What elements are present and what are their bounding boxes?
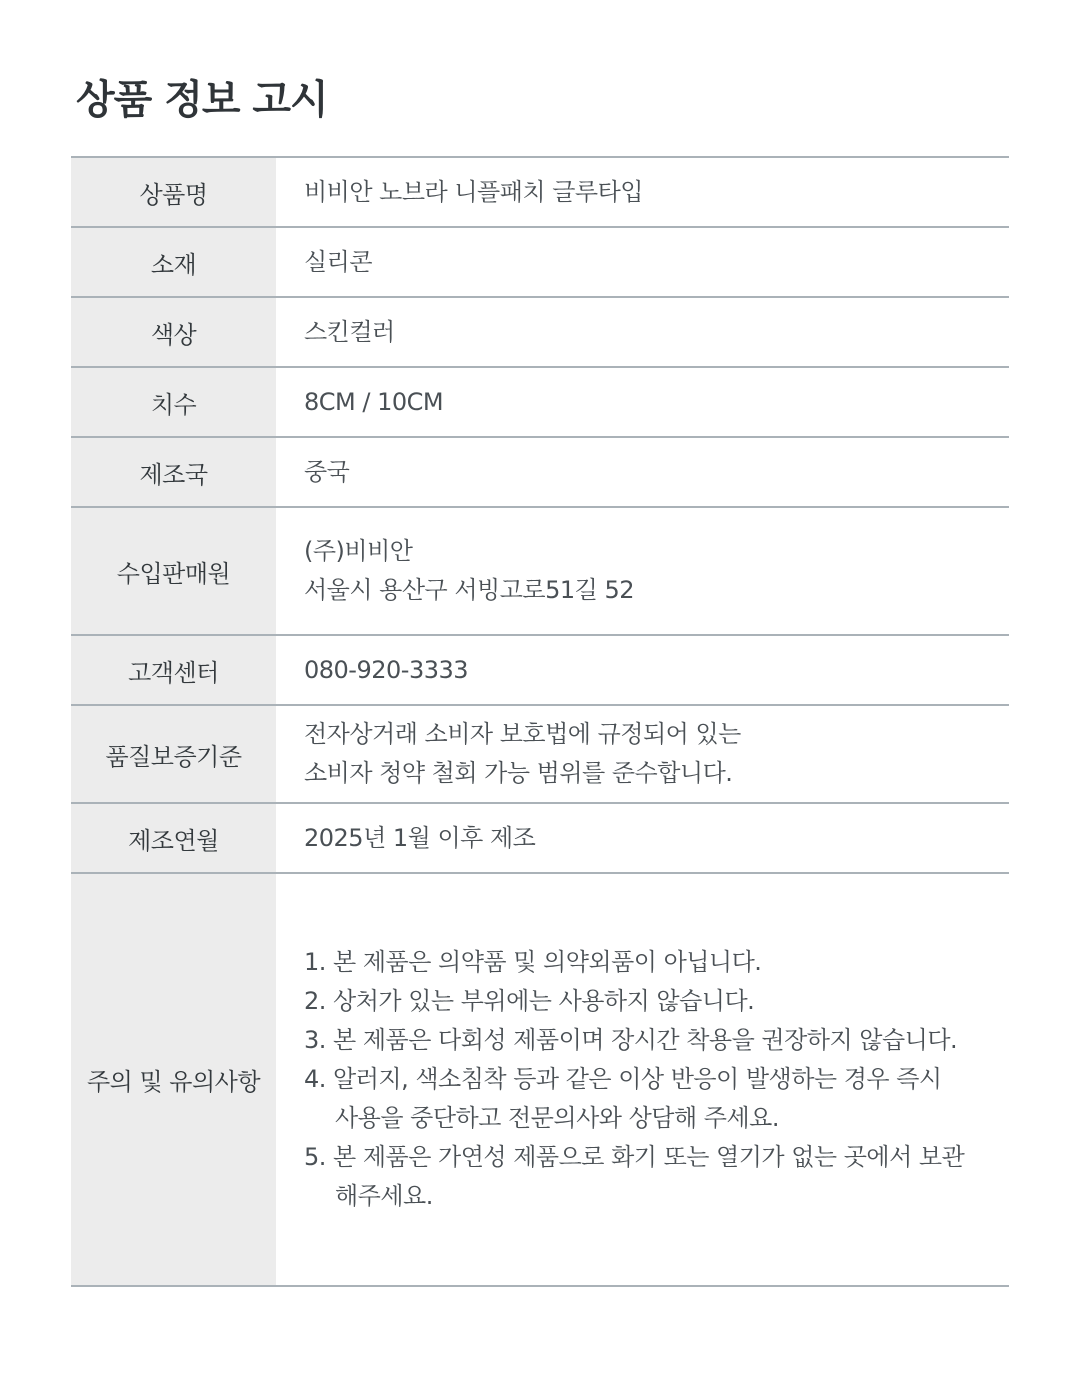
row-label: 소재 (71, 228, 276, 296)
row-value (276, 438, 1009, 506)
table-row-caution (71, 874, 1009, 1287)
table-row-material (71, 228, 1009, 298)
caution-note-4: 4. 알러지, 색소침착 등과 같은 이상 반응이 발생하는 경우 즉시 사용을 중단하고 전문의사와 상담해 주세요. (304, 1065, 942, 1132)
table-row-warranty (71, 706, 1009, 804)
customer-center-phone[interactable]: 080-920-3333 (304, 655, 469, 684)
row-value (276, 804, 1009, 872)
color-value: 스킨컬러 (304, 317, 395, 346)
product-info-table (71, 156, 1009, 1287)
product-name-value: 비비안 노브라 니플패치 글루타입 (304, 177, 643, 206)
importer-address: 서울시 용산구 서빙고로51길 52 (304, 576, 634, 604)
size-value: 8CM / 10CM (304, 387, 444, 416)
row-value (276, 508, 1009, 634)
table-row-importer (71, 508, 1009, 636)
warranty-line-2: 소비자 청약 철회 가능 범위를 준수합니다. (304, 759, 733, 787)
row-label: 품질보증기준 (71, 706, 276, 802)
manufacture-date-value: 2025년 1월 이후 제조 (304, 823, 536, 852)
row-label: 수입판매원 (71, 508, 276, 634)
row-label: 제조국 (71, 438, 276, 506)
page-title: 상품 정보 고시 (76, 77, 328, 123)
table-row-origin (71, 438, 1009, 508)
row-value (276, 636, 1009, 704)
row-value (276, 228, 1009, 296)
row-label: 상품명 (71, 158, 276, 226)
caution-note-1: 1. 본 제품은 의약품 및 의약외품이 아닙니다. (304, 948, 762, 976)
table-row-customer-center (71, 636, 1009, 706)
table-row-manufacture-date (71, 804, 1009, 874)
row-value (276, 158, 1009, 226)
importer-name: (주)비비안 (304, 537, 413, 565)
row-label: 고객센터 (71, 636, 276, 704)
caution-note-3: 3. 본 제품은 다회성 제품이며 장시간 착용을 권장하지 않습니다. (304, 1026, 958, 1054)
row-label: 색상 (71, 298, 276, 366)
row-value (276, 706, 1009, 802)
warranty-line-1: 전자상거래 소비자 보호법에 규정되어 있는 (304, 720, 741, 748)
table-row-color (71, 298, 1009, 368)
caution-note-5: 5. 본 제품은 가연성 제품으로 화기 또는 열기가 없는 곳에서 보관해주세요. (304, 1143, 965, 1210)
origin-value: 중국 (304, 457, 350, 486)
caution-note-2: 2. 상처가 있는 부위에는 사용하지 않습니다. (304, 987, 755, 1015)
row-label: 주의 및 유의사항 (71, 874, 276, 1285)
material-value: 실리콘 (304, 247, 373, 276)
row-value (276, 368, 1009, 436)
table-row-product-name (71, 158, 1009, 228)
row-value (276, 298, 1009, 366)
table-row-size (71, 368, 1009, 438)
caution-notes (276, 874, 1009, 1285)
row-label: 제조연월 (71, 804, 276, 872)
row-label: 치수 (71, 368, 276, 436)
